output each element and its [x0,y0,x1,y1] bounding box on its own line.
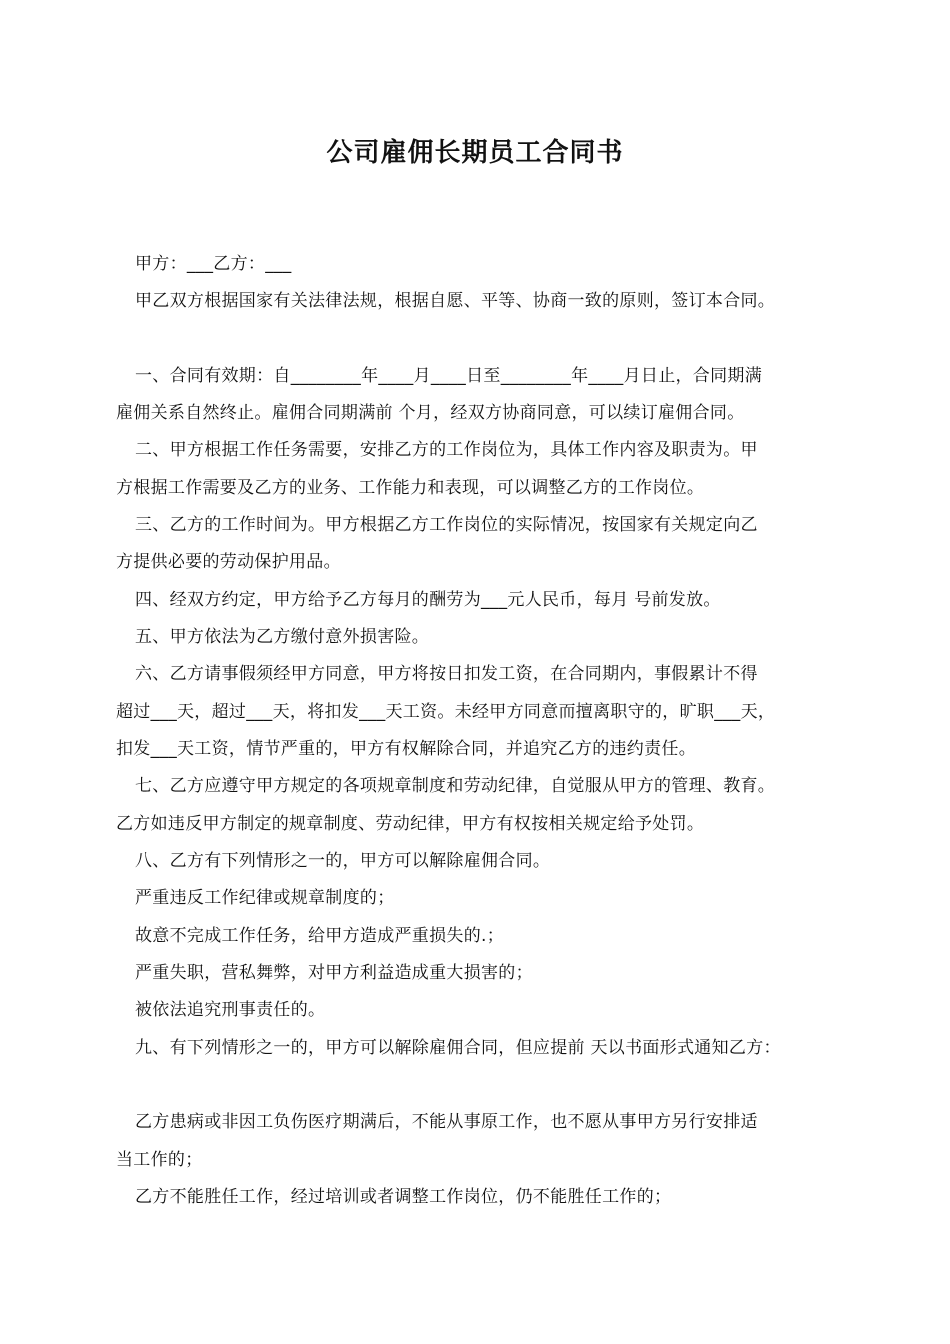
clause-6-line-3: 扣发___天工资，情节严重的，甲方有权解除合同，并追究乙方的违约责任。 [116,739,696,759]
parties-line: 甲方：___乙方：___ [135,254,292,274]
clause-9-item-1-line-1: 乙方患病或非因工负伤医疗期满后，不能从事原工作，也不愿从事甲方另行安排适 [135,1112,758,1132]
clause-1-line-1: 一、合同有效期：自________年____月____日至________年____月日止，合同期满 [135,366,762,386]
clause-6-line-1: 六、乙方请事假须经甲方同意，甲方将按日扣发工资，在合同期内，事假累计不得 [135,664,758,684]
clause-9-line: 九、有下列情形之一的，甲方可以解除雇佣合同，但应提前 天以书面形式通知乙方： [135,1038,781,1058]
clause-8-item-3: 严重失职，营私舞弊，对甲方利益造成重大损害的； [135,963,533,983]
clause-2-line-2: 方根据工作需要及乙方的业务、工作能力和表现，可以调整乙方的工作岗位。 [116,478,705,498]
clause-8-line: 八、乙方有下列情形之一的，甲方可以解除雇佣合同。 [135,851,551,871]
preamble-line: 甲乙双方根据国家有关法律法规，根据自愿、平等、协商一致的原则，签订本合同。 [135,291,776,311]
clause-4-line: 四、经双方约定，甲方给予乙方每月的酬劳为___元人民币，每月 号前发放。 [135,590,721,610]
clause-8-item-2: 故意不完成工作任务，给甲方造成严重损失的.； [135,926,505,946]
clause-8-item-4: 被依法追究刑事责任的。 [135,1000,326,1020]
clause-7-line-1: 七、乙方应遵守甲方规定的各项规章制度和劳动纪律，自觉服从甲方的管理、教育。 [135,776,776,796]
clause-3-line-1: 三、乙方的工作时间为。甲方根据乙方工作岗位的实际情况，按国家有关规定向乙 [135,515,758,535]
clause-2-line-1: 二、甲方根据工作任务需要，安排乙方的工作岗位为，具体工作内容及职责为。甲 [135,440,758,460]
clause-7-line-2: 乙方如违反甲方制定的规章制度、劳动纪律，甲方有权按相关规定给予处罚。 [116,814,705,834]
clause-9-item-2: 乙方不能胜任工作，经过培训或者调整工作岗位，仍不能胜任工作的； [135,1187,672,1207]
clause-3-line-2: 方提供必要的劳动保护用品。 [116,552,341,572]
clause-8-item-1: 严重违反工作纪律或规章制度的； [135,888,395,908]
clause-6-line-2: 超过___天，超过___天，将扣发___天工资。未经甲方同意而擅离职守的，旷职___天， [116,702,776,722]
clause-9-item-1-line-2: 当工作的； [116,1150,203,1170]
document-title: 公司雇佣长期员工合同书 [326,138,624,168]
clause-5-line: 五、甲方依法为乙方缴付意外损害险。 [135,627,430,647]
clause-1-line-2: 雇佣关系自然终止。雇佣合同期满前 个月，经双方协商同意，可以续订雇佣合同。 [116,403,745,423]
